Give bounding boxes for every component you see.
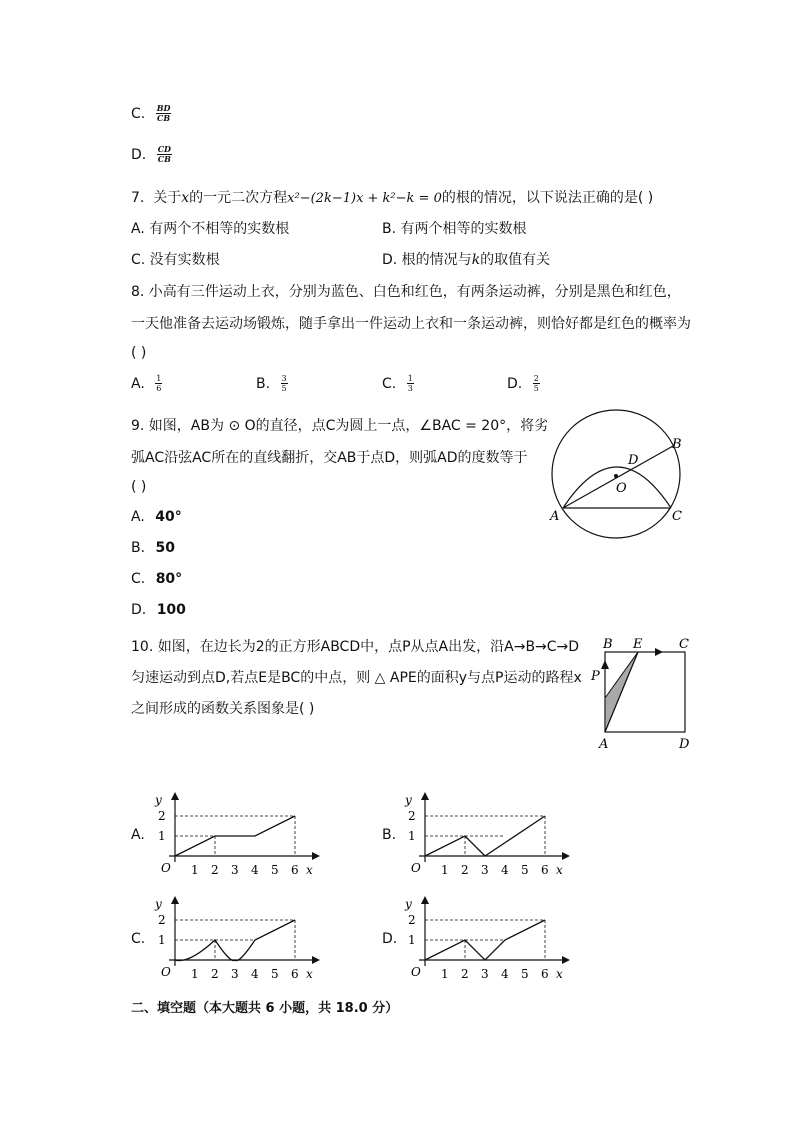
x-tick-label: 6: [541, 863, 549, 877]
y-axis-label: y: [405, 793, 412, 807]
q9-option-c: [131, 571, 182, 587]
q10-chart-d: [398, 892, 578, 984]
y-tick-label: 2: [158, 913, 166, 927]
question-number: 7.: [131, 190, 145, 206]
x-tick-label: 3: [481, 967, 489, 981]
y-axis-label: y: [155, 793, 162, 807]
option-label: D.: [131, 602, 147, 618]
x-tick-label: 5: [271, 967, 279, 981]
fraction-numerator: 1: [156, 374, 162, 383]
option-label: A.: [131, 509, 145, 525]
fraction-denominator: 5: [533, 384, 539, 393]
y-tick-label: 1: [408, 933, 416, 947]
y-axis-arrow-icon: [171, 792, 179, 800]
x-tick-label: 3: [231, 863, 239, 877]
fraction-denominator: CB: [156, 113, 171, 123]
q6-option-c: [131, 104, 171, 123]
y-tick-label: 2: [408, 913, 416, 927]
label-d: D: [679, 737, 690, 752]
q10-option-c-label: C.: [131, 931, 146, 947]
fraction-denominator: CB: [157, 154, 171, 164]
section-2-title: 二、填空题（本大题共 6 小题，共 18.0 分）: [131, 1001, 399, 1016]
q7-option-c: C. 没有实数根: [131, 252, 220, 268]
q6-option-c-label: C.: [131, 105, 146, 122]
q10-line-3: 之间形成的函数关系图象是( ): [131, 701, 315, 717]
label-d: D: [628, 453, 639, 468]
y-tick-label: 2: [408, 809, 416, 823]
x-tick-label: 2: [461, 967, 469, 981]
x-tick-label: 1: [441, 863, 449, 877]
q7-stem-mid: 的一元二次方程: [189, 190, 288, 206]
q9-line-2: 弧AC沿弦AC所在的直线翻折，交AB于点D，则弧AD的度数等于: [131, 450, 528, 466]
label-p: P: [591, 669, 600, 684]
option-value: 100: [156, 602, 186, 618]
option-value: 50: [155, 540, 175, 556]
x-tick-label: 4: [501, 863, 509, 877]
option-value: 80°: [155, 571, 183, 587]
q8-option-c: [382, 374, 414, 393]
y-axis-label: y: [155, 897, 162, 911]
q10-square-figure: [585, 632, 700, 757]
x-tick-label: 4: [501, 967, 509, 981]
option-label: C.: [131, 571, 146, 587]
q8-line-2: 一天他准备去运动场锻炼，随手拿出一件运动上衣和一条运动裤，则恰好都是红色的概率为: [131, 316, 691, 332]
x-tick-label: 6: [291, 967, 299, 981]
fraction-denominator: 5: [281, 384, 287, 393]
x-axis-label: x: [306, 967, 313, 981]
q10-line-1: 10. 如图，在边长为2的正方形ABCD中，点P从点A出发，沿A→B→C→D: [131, 639, 580, 655]
q7-option-d: [382, 249, 550, 269]
q9-option-d: [131, 602, 186, 618]
fraction-numerator: 2: [533, 374, 539, 383]
y-tick-label: 1: [158, 933, 166, 947]
x-tick-label: 5: [271, 863, 279, 877]
q10-chart-b: [398, 788, 578, 880]
q6-option-d-fraction: [157, 145, 172, 164]
q9-line-1: 9. 如图，AB为 ⊙ O的直径，点C为圆上一点，∠BAC = 20°，将劣: [131, 418, 549, 434]
x-axis-label: x: [306, 863, 313, 877]
q9-option-b: [131, 540, 175, 556]
q6-option-d-label: D.: [131, 146, 147, 163]
x-tick-label: 1: [441, 967, 449, 981]
label-b: B: [603, 637, 613, 652]
label-b: B: [672, 437, 682, 452]
x-tick-label: 2: [211, 863, 219, 877]
fraction-denominator: 6: [156, 384, 162, 393]
x-axis-label: x: [556, 863, 563, 877]
fraction-numerator: 1: [407, 374, 413, 383]
q6-option-d: [131, 145, 172, 164]
x-tick-label: 6: [541, 967, 549, 981]
label-c: C: [679, 637, 689, 652]
label-e: E: [633, 637, 643, 652]
x-axis-arrow-icon: [312, 852, 320, 860]
q7-equation: x²−(2k−1)x + k²−k = 0: [287, 191, 442, 206]
q7-option-d-var: k: [471, 252, 481, 268]
q10-option-d-label: D.: [382, 931, 398, 947]
arrow-up-icon: [601, 660, 609, 669]
q10-chart-a: [148, 788, 328, 880]
diameter-ab: [563, 446, 673, 508]
q7-stem-pre: 关于: [153, 190, 182, 206]
x-tick-label: 6: [291, 863, 299, 877]
x-tick-label: 5: [521, 863, 529, 877]
fraction-numerator: BD: [156, 103, 171, 113]
option-label: A.: [131, 375, 145, 392]
label-c: C: [672, 509, 682, 524]
q8-line-3: ( ): [131, 345, 147, 361]
option-fraction: [281, 374, 288, 393]
x-tick-label: 4: [251, 863, 259, 877]
q8-line-1: 8. 小高有三件运动上衣，分别为蓝色、白色和红色，有两条运动裤，分别是黑色和红色，: [131, 284, 681, 300]
option-value: 40°: [155, 509, 182, 525]
label-o: O: [616, 481, 627, 496]
x-axis-label: x: [556, 967, 563, 981]
y-axis-arrow-icon: [171, 896, 179, 904]
q7-stem-post: 的根的情况，以下说法正确的是( ): [441, 190, 654, 206]
origin-label: O: [161, 965, 171, 979]
y-tick-label: 2: [158, 809, 166, 823]
q9-line-3: ( ): [131, 479, 147, 495]
arrow-right-icon: [655, 648, 663, 656]
q7-stem: [131, 187, 653, 207]
x-tick-label: 4: [251, 967, 259, 981]
x-axis-arrow-icon: [312, 956, 320, 964]
q7-option-d-post: 的取值有关: [480, 252, 551, 268]
x-tick-label: 2: [461, 863, 469, 877]
y-axis-label: y: [405, 897, 412, 911]
x-axis-arrow-icon: [562, 956, 570, 964]
center-dot: [614, 474, 618, 478]
q9-option-a: [131, 509, 182, 525]
x-tick-label: 3: [231, 967, 239, 981]
origin-label: O: [161, 861, 171, 875]
y-axis-arrow-icon: [421, 896, 429, 904]
fraction-numerator: CD: [157, 144, 171, 154]
option-label: D.: [507, 375, 523, 392]
option-label: B.: [131, 540, 146, 556]
q8-option-a: [131, 374, 162, 393]
y-axis-arrow-icon: [421, 792, 429, 800]
fraction-numerator: 3: [281, 374, 287, 383]
option-fraction: [533, 374, 540, 393]
fraction-denominator: 3: [407, 384, 413, 393]
x-tick-label: 1: [191, 967, 199, 981]
y-tick-label: 1: [158, 829, 166, 843]
q10-chart-c: [148, 892, 328, 984]
q7-option-b: B. 有两个相等的实数根: [382, 221, 527, 237]
q10-option-a-label: A.: [131, 827, 145, 843]
q6-option-c-fraction: [156, 104, 172, 123]
x-tick-label: 5: [521, 967, 529, 981]
x-axis-arrow-icon: [562, 852, 570, 860]
x-tick-label: 3: [481, 863, 489, 877]
q7-variable: x: [181, 190, 190, 206]
option-fraction: [155, 374, 162, 393]
label-a: A: [550, 509, 560, 524]
q8-option-b: [256, 374, 288, 393]
label-a: A: [599, 737, 609, 752]
origin-label: O: [411, 965, 421, 979]
y-tick-label: 1: [408, 829, 416, 843]
option-label: B.: [256, 375, 271, 392]
x-tick-label: 2: [211, 967, 219, 981]
option-label: C.: [382, 375, 397, 392]
q7-option-a: A. 有两个不相等的实数根: [131, 221, 290, 237]
origin-label: O: [411, 861, 421, 875]
q7-option-d-pre: D. 根的情况与: [382, 252, 472, 268]
q9-circle-figure: [540, 408, 700, 548]
x-tick-label: 1: [191, 863, 199, 877]
q10-option-b-label: B.: [382, 827, 397, 843]
q8-option-d: [507, 374, 540, 393]
option-fraction: [407, 374, 414, 393]
q10-line-2: 匀速运动到点D,若点E是BC的中点，则 △ APE的面积y与点P运动的路程x: [131, 670, 582, 686]
